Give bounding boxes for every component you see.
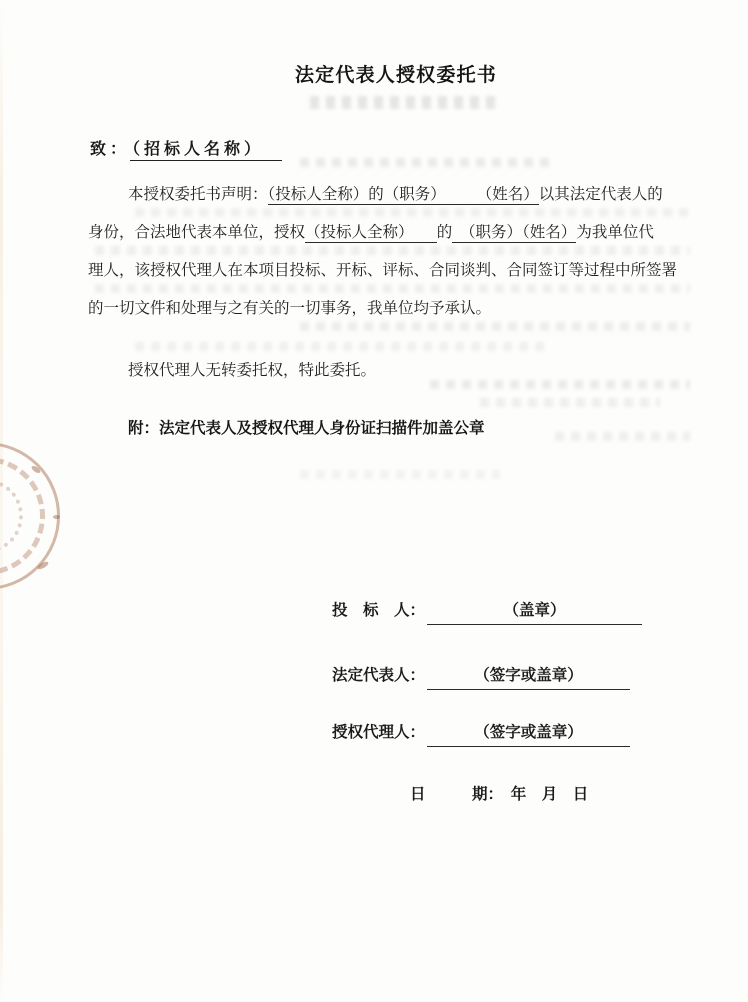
salutation-prefix: 致： (90, 141, 131, 158)
bleedthrough-mark (480, 398, 660, 407)
stamp-speck (37, 560, 50, 570)
bleedthrough-mark (430, 380, 690, 389)
attachment-note: 附：法定代表人及授权代理人身份证扫描件加盖公章 (128, 420, 485, 437)
stamp-speck (30, 465, 41, 475)
stamp-speck (53, 515, 60, 519)
legal-representative-label: 法定代表人： (332, 667, 426, 684)
bidder-seal-blank: （盖章） (427, 598, 642, 625)
authorized-agent-signature-row (332, 720, 630, 747)
declaration-line-2-lead: 身份，合法地代表本单位，授权 (88, 224, 306, 241)
declaration-line-4: 的一切文件和处理与之有关的一切事务，我单位均予承认。 (88, 300, 492, 317)
bleedthrough-mark (95, 284, 690, 293)
principal-title-name-blank: （投标人全称）的（职务） （姓名） (267, 186, 539, 203)
no-subdelegation-line: 授权代理人无转委托权，特此委托。 (128, 362, 377, 379)
bleedthrough-mark (555, 432, 690, 441)
date-line: 日 期： 年 月 日 (410, 786, 589, 803)
declaration-line-2-tail: 为我单位代 (576, 224, 654, 241)
partial-seal-stamp (0, 442, 60, 590)
legal-representative-sign-blank: （签字或盖章） (427, 663, 630, 690)
bleedthrough-mark (300, 322, 690, 331)
bidder-name-blank: （投标人全称） (305, 224, 437, 241)
recipient-name-blank: （招标人名称） (130, 141, 282, 161)
declaration-line-1 (88, 182, 663, 204)
authorized-agent-sign-blank: （签字或盖章） (427, 720, 630, 747)
declaration-line-2 (88, 220, 654, 242)
bleedthrough-mark (310, 96, 500, 109)
declaration-lead: 本授权委托书声明： (128, 186, 268, 203)
authorized-agent-label: 授权代理人： (332, 724, 426, 741)
declaration-line-3: 理人，该授权代理人在本项目投标、开标、评标、合同谈判、合同签订等过程中所签署 (88, 262, 678, 279)
bidder-label: 投 标 人： (332, 602, 426, 619)
bleedthrough-mark (135, 342, 545, 351)
declaration-line-1-tail: 以其法定代表人的 (538, 186, 663, 203)
bleedthrough-mark (95, 246, 690, 255)
document-title: 法定代表人授权委托书 (294, 65, 497, 86)
agent-title-name-blank: （职务）（姓名） (452, 224, 577, 241)
bleedthrough-mark (135, 208, 690, 217)
bleedthrough-mark (300, 470, 500, 479)
salutation-line (90, 136, 282, 159)
legal-representative-signature-row (332, 663, 630, 690)
declaration-line-2-mid: 的 (436, 224, 453, 241)
bidder-signature-row (332, 598, 642, 625)
bleedthrough-mark (300, 158, 555, 167)
